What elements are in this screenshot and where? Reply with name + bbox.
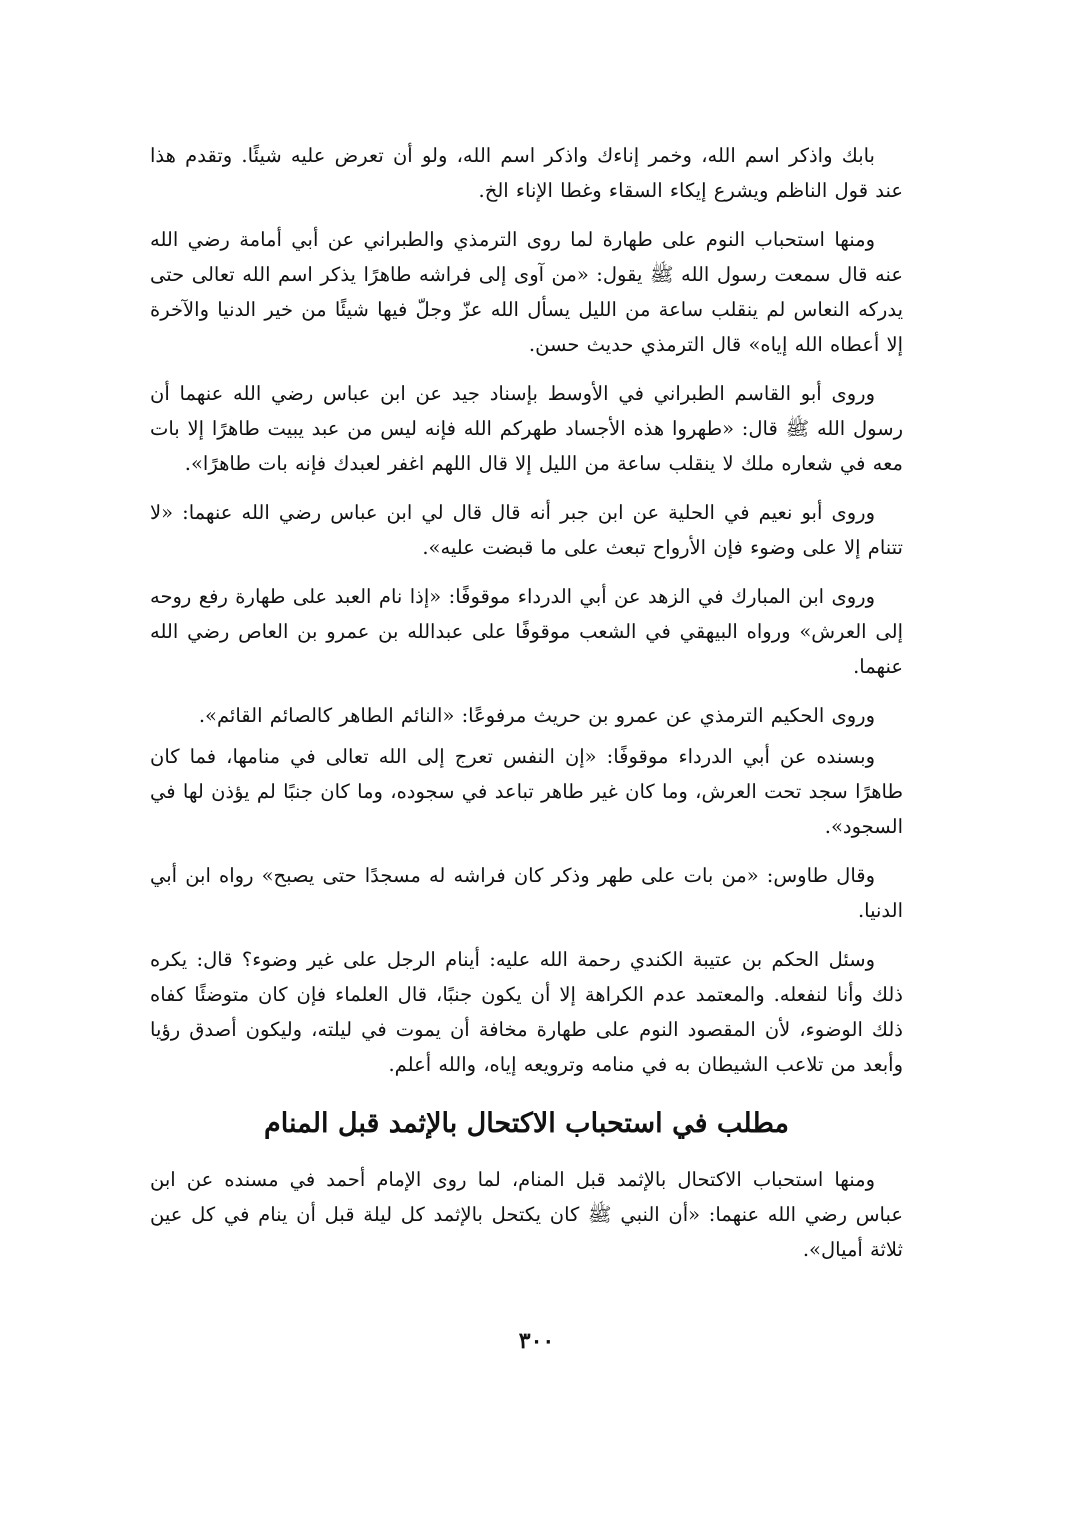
paragraph-9: وسئل الحكم بن عتيبة الكندي رحمة الله عليه: أينام الرجل على غير وضوء؟ قال: يكره ذلك وأنا لنفعله. والمعتمد عدم الكراهة إلا أن يكون جنبًا، قال العلماء فإن كان متوضئًا كفاه ذلك الوضوء، لأن المقصود النوم على طهارة مخافة أن يموت في ليلته، وليكون أصدق رؤيا وأبعد من تلاعب الشيطان به في منامه وترويعه إياه، والله أعلم. [150, 948, 903, 1076]
paragraph-3: وروى أبو القاسم الطبراني في الأوسط بإسناد جيد عن ابن عباس رضي الله عنهما أن رسول الله ﷺ قال: «طهروا هذه الأجساد طهركم الله فإنه ليس من عبد يبيت طاهرًا إلا بات معه في شعاره ملك لا ينقلب ساعة من الليل إلا قال اللهم اغفر لعبدك فإنه بات طاهرًا». [150, 382, 903, 475]
paragraph-1: بابك واذكر اسم الله، وخمر إناءك واذكر اسم الله، ولو أن تعرض عليه شيئًا. وتقدم هذا عند قول الناظم ويشرع إيكاء السقاء وغطا الإناء الخ. [150, 144, 903, 202]
paragraph-5: وروى ابن المبارك في الزهد عن أبي الدرداء موقوفًا: «إذا نام العبد على طهارة رفع روحه إلى العرش» ورواه البيهقي في الشعب موقوفًا على عبدالله بن عمرو بن العاص رضي الله عنهما. [150, 585, 903, 678]
paragraph-4: وروى أبو نعيم في الحلية عن ابن جبر أنه قال قال لي ابن عباس رضي الله عنهما: «لا تتنام إلا على وضوء فإن الأرواح تبعث على ما قبضت عليه». [150, 501, 903, 559]
section-heading: مطلب في استحباب الاكتحال بالإثمد قبل المنام [264, 1108, 789, 1139]
paragraph-8: وقال طاوس: «من بات على طهر وذكر كان فراشه له مسجدًا حتى يصبح» رواه ابن أبي الدنيا. [150, 864, 903, 922]
closing-paragraph: ومنها استحباب الاكتحال بالإثمد قبل المنام، لما روى الإمام أحمد في مسنده عن ابن عباس رضي الله عنهما: «أن النبي ﷺ كان يكتحل بالإثمد كل ليلة قبل أن ينام في كل عين ثلاثة أميال». [150, 1168, 903, 1261]
page-number: ٣٠٠ [518, 1328, 555, 1354]
paragraph-7: وبسنده عن أبي الدرداء موقوفًا: «إن النفس تعرج إلى الله تعالى في منامها، فما كان طاهرًا سجد تحت العرش، وما كان غير طاهر تباعد في سجوده، وما كان جنبًا لم يؤذن لها في السجود». [150, 745, 903, 838]
paragraph-6: وروى الحكيم الترمذي عن عمرو بن حريث مرفوعًا: «النائم الطاهر كالصائم القائم». [198, 704, 875, 727]
page-body [150, 138, 903, 1281]
paragraph-2: ومنها استحباب النوم على طهارة لما روى الترمذي والطبراني عن أبي أمامة رضي الله عنه قال سمعت رسول الله ﷺ يقول: «من آوى إلى فراشه طاهرًا يذكر اسم الله تعالى حتى يدركه النعاس لم ينقلب ساعة من الليل يسأل الله عزّ وجلّ فيها شيئًا من خير الدنيا والآخرة إلا أعطاه الله إياه» قال الترمذي حديث حسن. [150, 228, 903, 356]
